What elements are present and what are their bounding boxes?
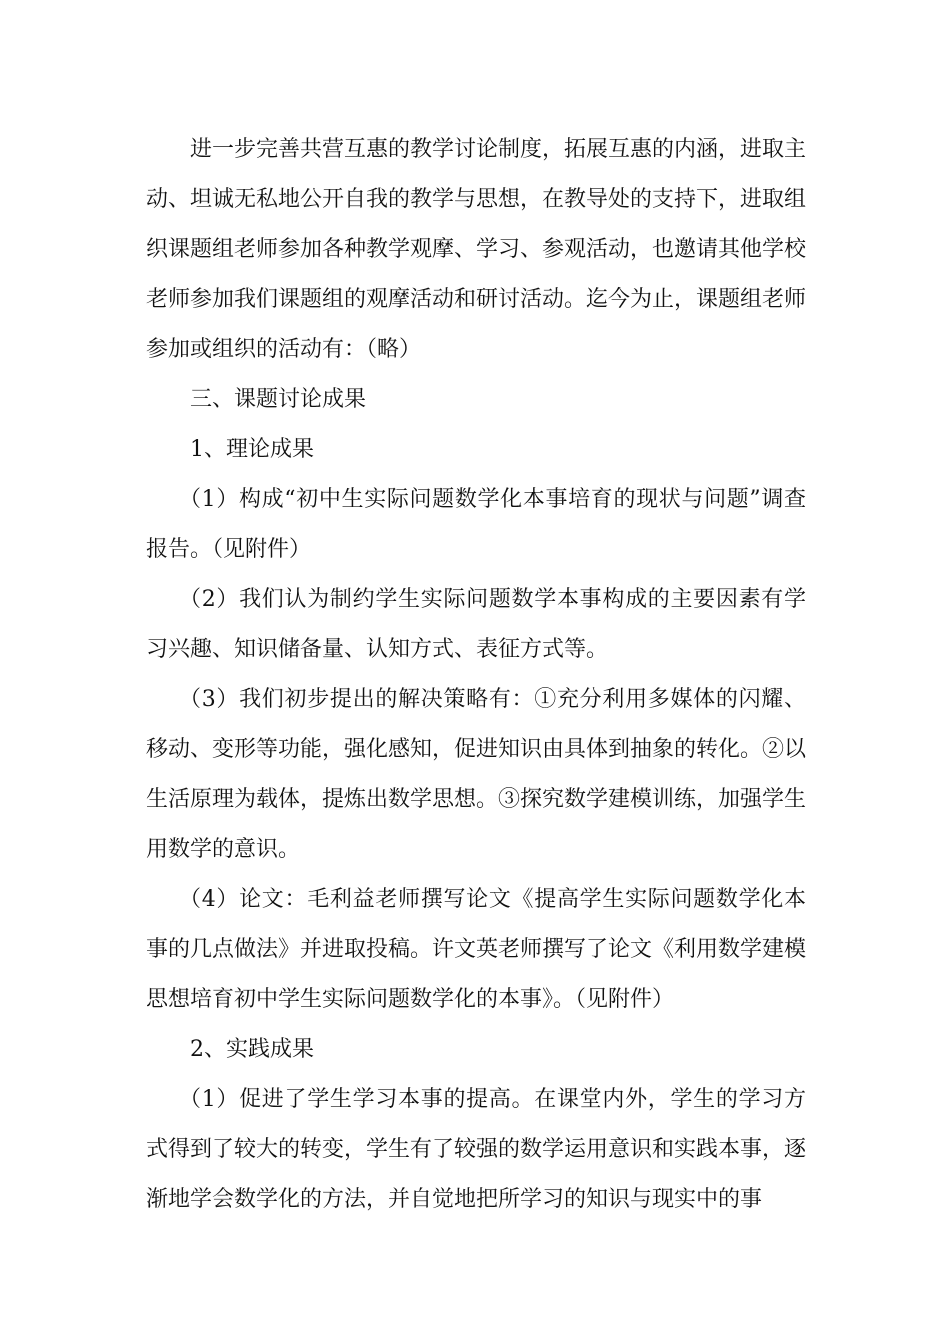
paragraph-practice-1: （1）促进了学生学习本事的提高。在课堂内外，学生的学习方式得到了较大的转变，学生有了较强的数学运用意识和实践本事，逐渐地学会数学化的方法，并自觉地把所学习的知识与现实中的事: [146, 1087, 807, 1212]
heading-research-results: 三、课题讨论成果: [190, 387, 367, 412]
paragraph-theory-3: （3）我们初步提出的解决策略有：①充分利用多媒体的闪耀、移动、变形等功能，强化感知，促进知识由具体到抽象的转化。②以生活原理为载体，提炼出数学思想。③探究数学建模训练，加强学生用数学的意识。: [146, 687, 807, 862]
heading-theory-results: 1、理论成果: [190, 437, 314, 462]
paragraph-theory-1: （1）构成“初中生实际问题数学化本事培育的现状与问题”调查报告。（见附件）: [146, 487, 806, 562]
heading-practice-results: 2、实践成果: [190, 1037, 314, 1062]
paragraph-theory-4: （4）论文：毛利益老师撰写论文《提高学生实际问题数学化本事的几点做法》并进取投稿。许文英老师撰写了论文《利用数学建模思想培育初中学生实际问题数学化的本事》。（见附件）: [146, 887, 807, 1012]
paragraph-theory-2: （2）我们认为制约学生实际问题数学本事构成的主要因素有学习兴趣、知识储备量、认知方式、表征方式等。: [146, 587, 806, 662]
paragraph-activities: 进一步完善共营互惠的教学讨论制度，拓展互惠的内涵，进取主动、坦诚无私地公开自我的教学与思想，在教导处的支持下，进取组织课题组老师参加各种教学观摩、学习、参观活动，也邀请其他学校老师参加我们课题组的观摩活动和研讨活动。迄今为止，课题组老师参加或组织的活动有：（略）: [146, 137, 807, 362]
document-body: [146, 125, 806, 1225]
